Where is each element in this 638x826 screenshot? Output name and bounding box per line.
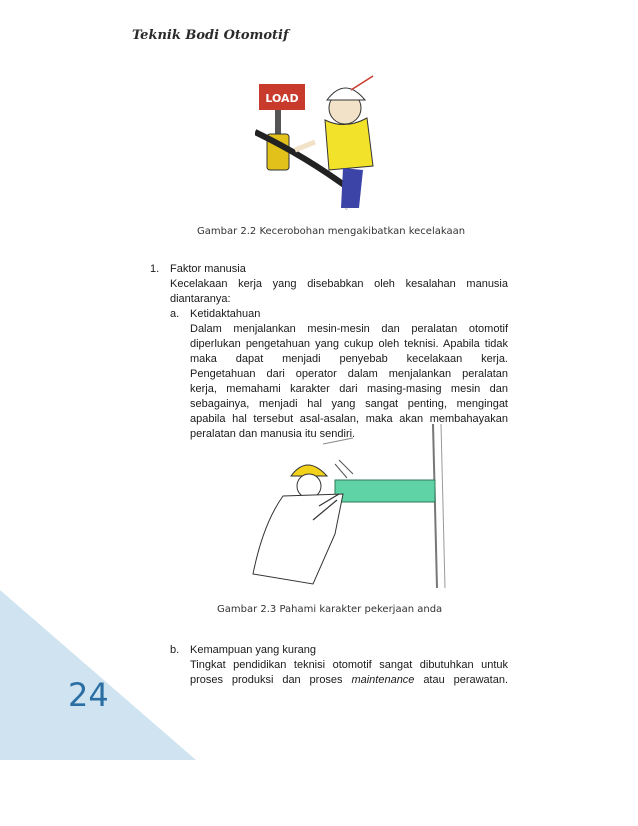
corner-triangle [0, 590, 196, 760]
item-a-line: peralatan dan manusia itu sendiri. [190, 428, 356, 440]
item-b-line2-pre: proses produksi dan proses [190, 674, 343, 686]
item-b-line2-em: maintenance [351, 674, 415, 686]
item-b-marker: b. [170, 644, 180, 656]
figure-worker-beam [243, 424, 465, 588]
figure-careless-worker [255, 70, 385, 212]
section1-intro-line2: diantaranya: [170, 293, 231, 305]
section1-number: 1. [150, 263, 160, 275]
green-beam [335, 480, 435, 502]
figure2-caption: Gambar 2.3 Pahami karakter pekerjaan anda [217, 604, 443, 615]
page-number: 24 [68, 676, 109, 714]
item-a-line: sebagainya, menjadi hal yang sangat penting, mengingat [190, 398, 508, 410]
item-b-line2 [190, 673, 508, 688]
header-title: Teknik Bodi Otomotif [132, 28, 289, 43]
item-b-line1: Tingkat pendidikan teknisi otomotif sangat dibutuhkan untuk [190, 659, 508, 671]
section1-intro-line1: Kecelakaan kerja yang disebabkan oleh kesalahan manusia [170, 278, 508, 290]
item-a-title: Ketidaktahuan [190, 308, 261, 320]
svg-text:©: © [345, 206, 348, 211]
item-a-line: maka dapat menjadi penyebab kecelakaan kerja. [190, 353, 508, 365]
item-b-line2-post: atau perawatan. [423, 674, 509, 686]
item-a-line: kerja, memahami karakter dari masing-masing mesin dan [190, 383, 508, 395]
item-b-title: Kemampuan yang kurang [190, 644, 316, 656]
item-a-line: apabila hal tersebut asal-asalan, maka akan membahayakan [190, 413, 508, 425]
item-a-line: diperlukan pengetahuan yang cukup oleh teknisi. Apabila tidak [190, 338, 508, 350]
item-b-paragraph [190, 658, 508, 688]
load-sign-text: LOAD [265, 92, 299, 105]
figure1-caption: Gambar 2.2 Kecerobohan mengakibatkan kecelakaan [197, 226, 466, 237]
item-a-marker: a. [170, 308, 180, 320]
item-a-line: Dalam menjalankan mesin-mesin dan peralatan otomotif [190, 323, 508, 335]
item-a-line: Pengetahuan dari operator dalam menjalankan peralatan [190, 368, 508, 380]
section1-title: Faktor manusia [170, 263, 246, 275]
